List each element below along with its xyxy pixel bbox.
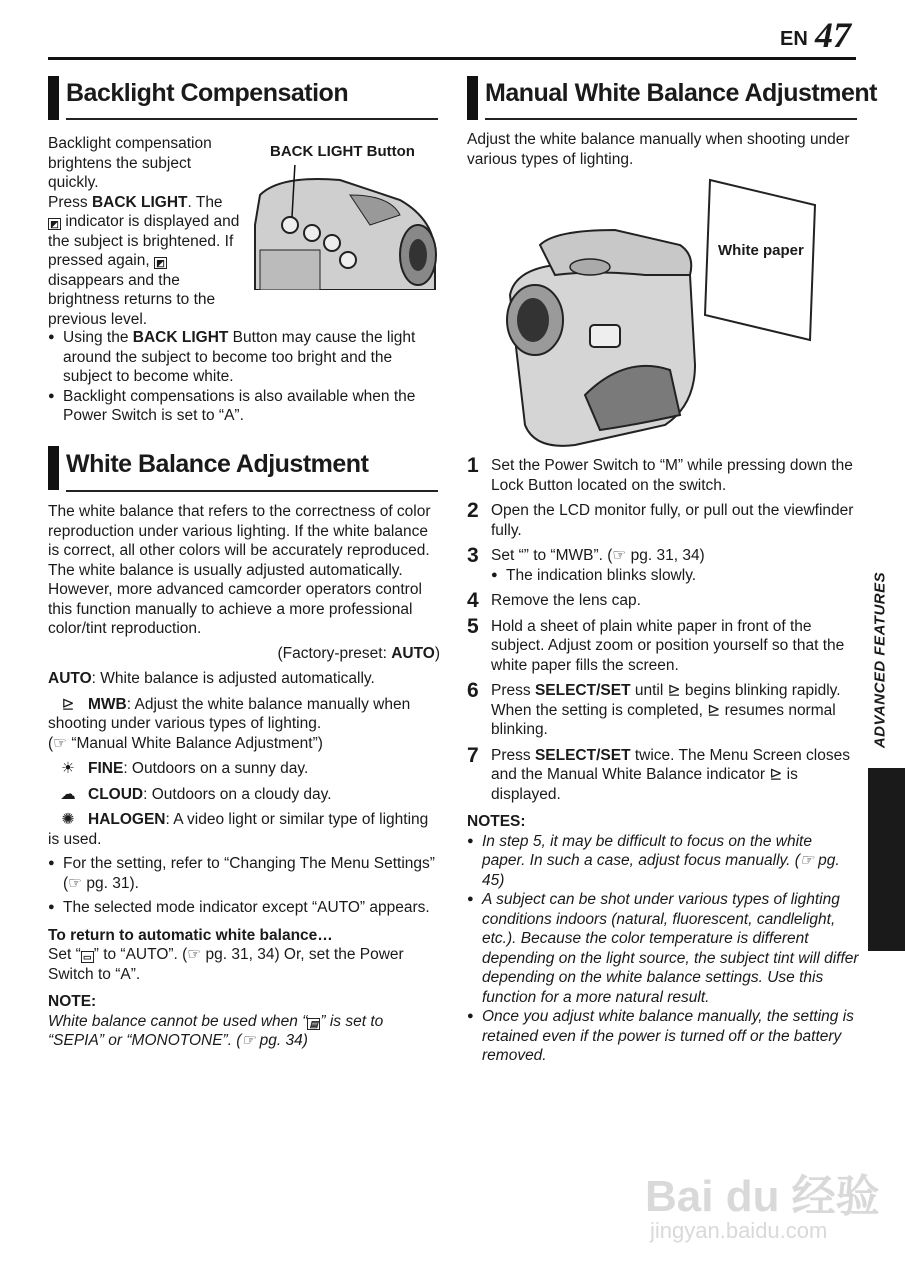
mwb-icon: ⊵: [707, 701, 721, 719]
section-title-white-balance: White Balance Adjustment: [66, 450, 369, 478]
backlight-icon: ◩: [154, 257, 167, 269]
camcorder-backlight-illustration: [250, 165, 440, 290]
halogen-icon: ✺: [61, 811, 75, 828]
notes-heading: NOTES:: [467, 813, 526, 830]
backlight-bullets: ● Using the BACK LIGHT Button may cause the light around the subject to become too bright and the subject to become white. ● Backlight compensations is also available when the Power Switch is set to “A”.: [48, 328, 438, 426]
section-title-manual-white-balance: Manual White Balance Adjustment: [485, 79, 877, 107]
side-tab-marker: [868, 768, 905, 951]
section-bar: [48, 76, 59, 120]
header-rule: [48, 57, 856, 60]
language-code: EN: [780, 28, 808, 50]
cloud-icon: ☁: [60, 785, 76, 803]
watermark-brand: Bai du 经验: [645, 1172, 880, 1221]
mwb-intro: Adjust the white balance manually when shooting under various types of lighting.: [467, 131, 850, 168]
watermark-url: jingyan.baidu.com: [650, 1218, 828, 1243]
section-title-backlight: Backlight Compensation: [66, 79, 349, 107]
camcorder-white-paper-illustration: [495, 175, 840, 450]
step-1: 1 Set the Power Switch to “M” while pressing down the Lock Button located on the switch.: [467, 454, 853, 494]
step-3: 3 Set “” to “MWB”. (☞ pg. 31, 34): [467, 544, 705, 567]
backlight-intro: Backlight compensation brightens the subject quickly. Press BACK LIGHT. The ◩ indicator is displayed and the subject is brightened. If pressed again, ◩ disappears and the brightness returns to the previous level.: [48, 135, 240, 328]
white-balance-menu-icon: ▭: [81, 951, 94, 963]
mwb-icon: ⊵: [667, 682, 681, 699]
mwb-icon: ⊵: [61, 695, 75, 713]
section-rule: [66, 118, 438, 120]
backlight-icon: ◩: [48, 218, 61, 230]
step-5: 5 Hold a sheet of plain white paper in front of the subject. Adjust zoom or position yourself so that the white paper fills the screen.: [467, 614, 845, 674]
step-4: 4 Remove the lens cap.: [467, 589, 641, 612]
figure-caption-white-paper: White paper: [718, 242, 804, 259]
side-tab-label: ADVANCED FEATURES: [871, 571, 889, 749]
section-bar: [48, 446, 59, 490]
mwb-icon: ⊵: [769, 766, 783, 783]
step-6: 6 Press SELECT/SET until ⊵ begins blinking rapidly. When the setting is completed, ⊵ resumes normal blinking.: [467, 679, 841, 738]
step-3-sub: ● The indication blinks slowly.: [467, 566, 859, 586]
section-bar: [467, 76, 478, 120]
effect-menu-icon: ▤: [307, 1018, 320, 1030]
note-item: ● In step 5, it may be difficult to focus on the white paper. In such a case, adjust focus manually. (☞ pg. 45): [467, 832, 859, 891]
page-number: 47: [815, 15, 851, 55]
step-2: 2 Open the LCD monitor fully, or pull out the viewfinder fully.: [467, 499, 854, 539]
white-balance-body: The white balance that refers to the correctness of color reproduction under various lighting. If the white balance is correct, all other colors will be accurately reproduced. The white balance is usually adjusted automatically. However, more advanced camcorder operators control this function manually to achieve a more professional color/tint reproduction. (Factory-preset: AUTO) AUTO: White balance is adjusted automatically. ⊵ MWB: Adjust the white balance manually when shooting under various types of lighting. (☞ “Manual White Balance Adjustment”) ☀ FINE: Outdoors on a sunny day. ☁ CLOUD: Outdoors on a cloudy day. ✺ HALOGEN: A video light or similar type of lighting is used. ● For the setting, refer to “Changing The Menu Settings” (☞ pg. 31). ● The selected mode indicator except “AUTO” appears. To return to automatic white balance… Set “ ▭ ” to “AUTO”. (☞ pg. 31, 34) Or, set the Power Switch to “A”. NOTE: White balance cannot be used when “ ▤ ” is set to “SEPIA” or “MONOTONE”. (☞ pg. 34): [48, 502, 440, 1051]
note-item: ● Once you adjust white balance manually, the setting is retained even if the power is turned off or the battery removed.: [467, 1007, 859, 1066]
section-rule: [485, 118, 857, 120]
section-rule: [66, 490, 438, 492]
note-item: ● A subject can be shot under various types of lighting conditions indoors (natural, fluorescent, candlelight, etc.). Because the color temperature is different depending on the light source, the subject tint will differ depending on the white balance settings. Use this function for a more natural result.: [467, 890, 859, 1007]
sun-icon: ☀: [61, 760, 75, 777]
mwb-steps: [467, 456, 859, 1066]
figure-caption-backlight: BACK LIGHT Button: [270, 143, 415, 160]
step-7: 7 Press SELECT/SET twice. The Menu Screen closes and the Manual White Balance indicator ⊵ is displayed.: [467, 743, 850, 803]
